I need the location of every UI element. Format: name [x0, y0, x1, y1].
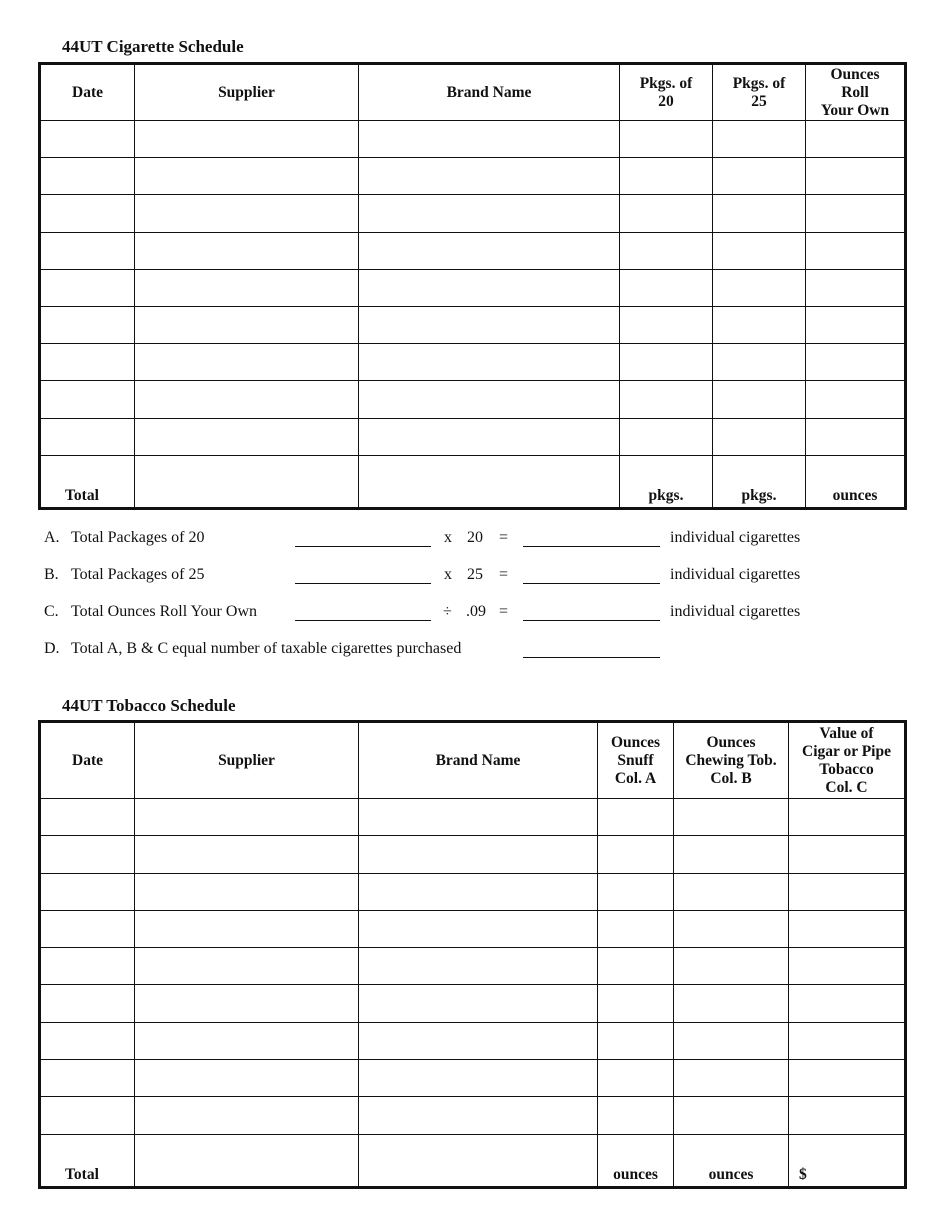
- date-cell[interactable]: [40, 232, 135, 269]
- brand-name-cell[interactable]: [359, 1097, 598, 1134]
- pkgs-25-cell[interactable]: [713, 344, 806, 381]
- total-brand-cell[interactable]: [359, 455, 620, 508]
- calc-factor: 20: [467, 529, 483, 546]
- calc-label: Total Packages of 25: [71, 566, 205, 583]
- total-pkgs-20-cell[interactable]: pkgs.: [620, 455, 713, 508]
- brand-name-cell[interactable]: [359, 195, 620, 232]
- cigarette-schedule-title: 44UT Cigarette Schedule: [62, 37, 244, 56]
- chewing-cell[interactable]: [674, 873, 789, 910]
- supplier-cell[interactable]: [135, 418, 359, 455]
- brand-name-cell[interactable]: [359, 269, 620, 306]
- table-row: [40, 195, 906, 232]
- calc-operator: x: [444, 529, 452, 546]
- snuff-cell[interactable]: [598, 985, 674, 1022]
- col-ounces-ryo-header: Ounces Roll Your Own: [806, 64, 906, 121]
- ounces-ryo-cell[interactable]: [806, 306, 906, 343]
- calc-input-blank[interactable]: [295, 582, 431, 584]
- chewing-cell[interactable]: [674, 985, 789, 1022]
- supplier-cell[interactable]: [135, 799, 359, 836]
- supplier-cell[interactable]: [135, 836, 359, 873]
- chewing-cell[interactable]: [674, 836, 789, 873]
- calc-result-label: individual cigarettes: [670, 566, 801, 583]
- supplier-cell[interactable]: [135, 1022, 359, 1059]
- brand-name-cell[interactable]: [359, 910, 598, 947]
- brand-name-cell[interactable]: [359, 1060, 598, 1097]
- brand-name-cell[interactable]: [359, 799, 598, 836]
- brand-name-cell[interactable]: [359, 985, 598, 1022]
- snuff-cell[interactable]: [598, 836, 674, 873]
- value-cell[interactable]: [789, 948, 906, 985]
- calc-total-blank[interactable]: [523, 656, 660, 658]
- calc-equals: =: [499, 529, 509, 546]
- table-row: [40, 158, 906, 195]
- date-cell[interactable]: [40, 1022, 135, 1059]
- calc-equals: =: [499, 566, 509, 583]
- value-cell[interactable]: [789, 873, 906, 910]
- calc-input-blank[interactable]: [295, 619, 431, 621]
- tobacco-total-row: [40, 1134, 906, 1187]
- brand-name-cell[interactable]: [359, 873, 598, 910]
- pkgs-25-cell[interactable]: [713, 269, 806, 306]
- supplier-cell[interactable]: [135, 1097, 359, 1134]
- tobacco-schedule-title: 44UT Tobacco Schedule: [62, 696, 236, 715]
- table-row: [40, 418, 906, 455]
- pkgs-25-cell[interactable]: [713, 121, 806, 158]
- brand-name-cell[interactable]: [359, 381, 620, 418]
- brand-name-cell[interactable]: [359, 418, 620, 455]
- table-row: [40, 910, 906, 947]
- supplier-cell[interactable]: [135, 158, 359, 195]
- date-cell[interactable]: [40, 269, 135, 306]
- total-label: Total: [40, 455, 135, 508]
- calc-result-blank[interactable]: [523, 582, 660, 584]
- calc-operator: x: [444, 566, 452, 583]
- snuff-cell[interactable]: [598, 948, 674, 985]
- supplier-cell[interactable]: [135, 910, 359, 947]
- col-date-header: Date: [40, 64, 135, 121]
- date-cell[interactable]: [40, 381, 135, 418]
- calc-factor: 25: [467, 566, 483, 583]
- table-row: [40, 1022, 906, 1059]
- col-ounces-snuff-header: Ounces Snuff Col. A: [598, 722, 674, 799]
- supplier-cell[interactable]: [135, 381, 359, 418]
- table-row: [40, 985, 906, 1022]
- chewing-cell[interactable]: [674, 948, 789, 985]
- ounces-ryo-cell[interactable]: [806, 232, 906, 269]
- pkgs-25-cell[interactable]: [713, 232, 806, 269]
- table-row: [40, 232, 906, 269]
- date-cell[interactable]: [40, 836, 135, 873]
- table-row: [40, 306, 906, 343]
- table-row: [40, 948, 906, 985]
- date-cell[interactable]: [40, 1097, 135, 1134]
- date-cell[interactable]: [40, 418, 135, 455]
- calc-label: Total A, B & C equal number of taxable cigarettes purchased: [71, 640, 462, 657]
- date-cell[interactable]: [40, 306, 135, 343]
- total-ounces-ryo-cell[interactable]: ounces: [806, 455, 906, 508]
- calc-operator: ÷: [443, 603, 452, 620]
- value-cell[interactable]: [789, 1060, 906, 1097]
- total-label: Total: [40, 1134, 135, 1187]
- table-row: [40, 836, 906, 873]
- brand-name-cell[interactable]: [359, 121, 620, 158]
- pkgs-20-cell[interactable]: [620, 381, 713, 418]
- table-row: [40, 269, 906, 306]
- ounces-ryo-cell[interactable]: [806, 121, 906, 158]
- total-snuff-cell[interactable]: ounces: [598, 1134, 674, 1187]
- value-cell[interactable]: [789, 1097, 906, 1134]
- calc-label: Total Packages of 20: [71, 529, 205, 546]
- calc-result-blank[interactable]: [523, 619, 660, 621]
- supplier-cell[interactable]: [135, 873, 359, 910]
- ounces-ryo-cell[interactable]: [806, 158, 906, 195]
- pkgs-25-cell[interactable]: [713, 158, 806, 195]
- calc-result-blank[interactable]: [523, 545, 660, 547]
- brand-name-cell[interactable]: [359, 836, 598, 873]
- calc-letter: A.: [44, 529, 60, 546]
- calc-line-a: [44, 529, 924, 549]
- date-cell[interactable]: [40, 873, 135, 910]
- pkgs-25-cell[interactable]: [713, 381, 806, 418]
- snuff-cell[interactable]: [598, 1060, 674, 1097]
- supplier-cell[interactable]: [135, 344, 359, 381]
- value-cell[interactable]: [789, 799, 906, 836]
- date-cell[interactable]: [40, 1060, 135, 1097]
- cigarette-schedule-table: [38, 62, 907, 510]
- supplier-cell[interactable]: [135, 232, 359, 269]
- calc-equals: =: [499, 603, 509, 620]
- value-cell[interactable]: [789, 1022, 906, 1059]
- pkgs-20-cell[interactable]: [620, 232, 713, 269]
- value-cell[interactable]: [789, 985, 906, 1022]
- calc-factor: .09: [466, 603, 486, 620]
- pkgs-20-cell[interactable]: [620, 418, 713, 455]
- table-row: [40, 381, 906, 418]
- date-cell[interactable]: [40, 158, 135, 195]
- calc-line-c: [44, 603, 924, 623]
- col-brand-name-header: Brand Name: [359, 722, 598, 799]
- date-cell[interactable]: [40, 910, 135, 947]
- col-value-cigar-pipe-header: Value of Cigar or Pipe Tobacco Col. C: [789, 722, 906, 799]
- date-cell[interactable]: [40, 195, 135, 232]
- total-supplier-cell[interactable]: [135, 1134, 359, 1187]
- col-pkgs-20-header: Pkgs. of 20: [620, 64, 713, 121]
- chewing-cell[interactable]: [674, 1097, 789, 1134]
- chewing-cell[interactable]: [674, 799, 789, 836]
- tobacco-header-row: [40, 722, 906, 799]
- col-ounces-chewing-header: Ounces Chewing Tob. Col. B: [674, 722, 789, 799]
- snuff-cell[interactable]: [598, 799, 674, 836]
- pkgs-20-cell[interactable]: [620, 306, 713, 343]
- supplier-cell[interactable]: [135, 121, 359, 158]
- brand-name-cell[interactable]: [359, 344, 620, 381]
- table-row: [40, 1060, 906, 1097]
- calc-input-blank[interactable]: [295, 545, 431, 547]
- calc-line-d: [44, 640, 924, 660]
- value-cell[interactable]: [789, 836, 906, 873]
- brand-name-cell[interactable]: [359, 232, 620, 269]
- calc-line-b: [44, 566, 924, 586]
- date-cell[interactable]: [40, 121, 135, 158]
- table-row: [40, 1097, 906, 1134]
- snuff-cell[interactable]: [598, 873, 674, 910]
- pkgs-25-cell[interactable]: [713, 195, 806, 232]
- total-brand-cell[interactable]: [359, 1134, 598, 1187]
- pkgs-20-cell[interactable]: [620, 121, 713, 158]
- date-cell[interactable]: [40, 344, 135, 381]
- total-supplier-cell[interactable]: [135, 455, 359, 508]
- brand-name-cell[interactable]: [359, 1022, 598, 1059]
- pkgs-25-cell[interactable]: [713, 306, 806, 343]
- pkgs-20-cell[interactable]: [620, 269, 713, 306]
- brand-name-cell[interactable]: [359, 158, 620, 195]
- calc-label: Total Ounces Roll Your Own: [71, 603, 257, 620]
- supplier-cell[interactable]: [135, 306, 359, 343]
- snuff-cell[interactable]: [598, 1097, 674, 1134]
- calc-letter: D.: [44, 640, 60, 657]
- table-row: [40, 121, 906, 158]
- supplier-cell[interactable]: [135, 1060, 359, 1097]
- calc-letter: B.: [44, 566, 59, 583]
- col-pkgs-25-header: Pkgs. of 25: [713, 64, 806, 121]
- brand-name-cell[interactable]: [359, 306, 620, 343]
- pkgs-20-cell[interactable]: [620, 344, 713, 381]
- ounces-ryo-cell[interactable]: [806, 344, 906, 381]
- table-row: [40, 873, 906, 910]
- chewing-cell[interactable]: [674, 910, 789, 947]
- total-value-cell[interactable]: $: [789, 1134, 906, 1187]
- table-row: [40, 799, 906, 836]
- table-row: [40, 344, 906, 381]
- total-chewing-cell[interactable]: ounces: [674, 1134, 789, 1187]
- supplier-cell[interactable]: [135, 269, 359, 306]
- chewing-cell[interactable]: [674, 1022, 789, 1059]
- ounces-ryo-cell[interactable]: [806, 418, 906, 455]
- snuff-cell[interactable]: [598, 1022, 674, 1059]
- cigarette-total-row: [40, 455, 906, 508]
- col-brand-name-header: Brand Name: [359, 64, 620, 121]
- pkgs-20-cell[interactable]: [620, 195, 713, 232]
- date-cell[interactable]: [40, 948, 135, 985]
- value-cell[interactable]: [789, 910, 906, 947]
- ounces-ryo-cell[interactable]: [806, 195, 906, 232]
- col-supplier-header: Supplier: [135, 722, 359, 799]
- ounces-ryo-cell[interactable]: [806, 269, 906, 306]
- col-date-header: Date: [40, 722, 135, 799]
- calc-result-label: individual cigarettes: [670, 603, 801, 620]
- tobacco-schedule-table: [38, 720, 907, 1189]
- pkgs-25-cell[interactable]: [713, 418, 806, 455]
- chewing-cell[interactable]: [674, 1060, 789, 1097]
- cigarette-header-row: [40, 64, 906, 121]
- total-pkgs-25-cell[interactable]: pkgs.: [713, 455, 806, 508]
- calc-result-label: individual cigarettes: [670, 529, 801, 546]
- col-supplier-header: Supplier: [135, 64, 359, 121]
- supplier-cell[interactable]: [135, 948, 359, 985]
- supplier-cell[interactable]: [135, 195, 359, 232]
- supplier-cell[interactable]: [135, 985, 359, 1022]
- snuff-cell[interactable]: [598, 910, 674, 947]
- date-cell[interactable]: [40, 799, 135, 836]
- pkgs-20-cell[interactable]: [620, 158, 713, 195]
- brand-name-cell[interactable]: [359, 948, 598, 985]
- ounces-ryo-cell[interactable]: [806, 381, 906, 418]
- date-cell[interactable]: [40, 985, 135, 1022]
- calc-letter: C.: [44, 603, 59, 620]
